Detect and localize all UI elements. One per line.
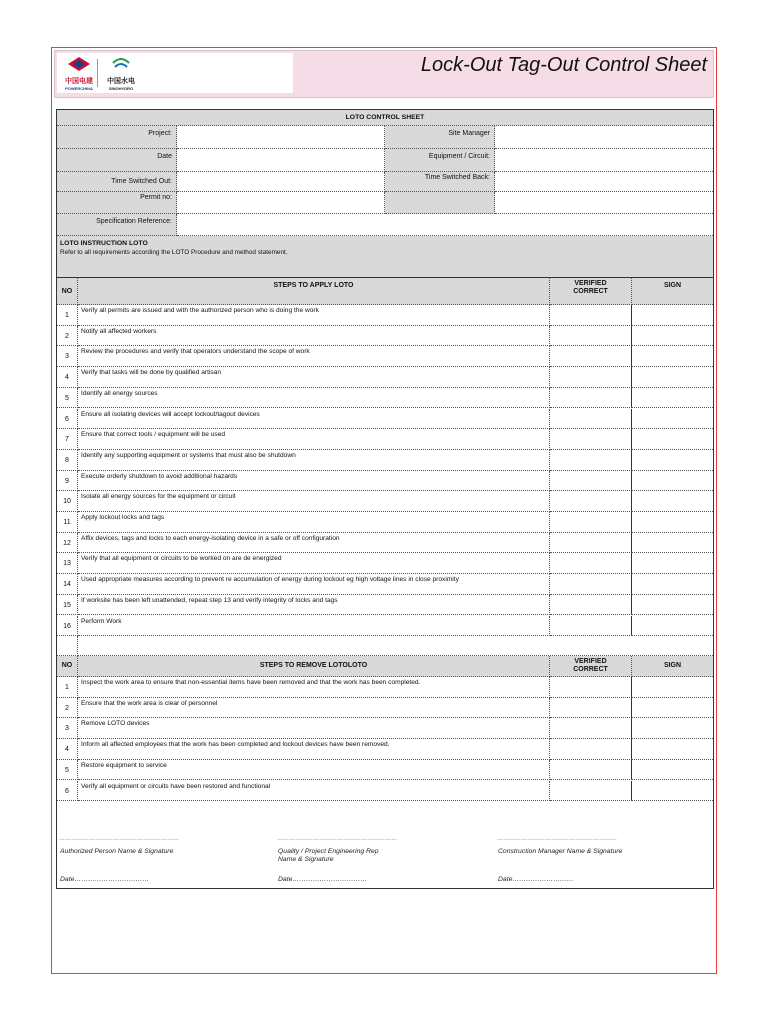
apply-verified-cell[interactable] (550, 533, 632, 554)
apply-step-number: 6 (57, 409, 78, 430)
logo2-english: SINOHYDRO (108, 86, 134, 91)
remove-step-number: 4 (57, 739, 78, 760)
apply-verified-cell[interactable] (550, 616, 632, 637)
remove-step-text: Inform all affected employees that the work has been completed and lockout devices have been removed. (78, 739, 550, 760)
remove-step-number: 6 (57, 781, 78, 802)
apply-sign-cell[interactable] (632, 595, 713, 616)
remove-step-number: 3 (57, 718, 78, 739)
apply-verified-cell[interactable] (550, 326, 632, 347)
powerchina-logo (65, 57, 93, 91)
permit-field[interactable] (177, 192, 385, 214)
quality-dotted-line: …………………………………………………… (277, 836, 397, 842)
spec-field[interactable] (177, 214, 713, 236)
remove-step-number: 2 (57, 698, 78, 719)
remove-step-number: 1 (57, 677, 78, 698)
quality-signature-label-1: Quality / Project Engineering Rep (278, 848, 379, 855)
apply-sign-cell[interactable] (632, 491, 713, 512)
apply-verified-cell[interactable] (550, 471, 632, 492)
equipment-label: Equipment / Circuit: (385, 149, 495, 172)
apply-step-text: Identify any supporting equipment or systems that must also be shutdown (78, 450, 550, 471)
apply-step-text: Notify all affected workers (78, 326, 550, 347)
apply-step-number: 15 (57, 595, 78, 616)
apply-step-number: 2 (57, 326, 78, 347)
apply-verified-cell[interactable] (550, 491, 632, 512)
apply-verified-cell[interactable] (550, 574, 632, 595)
apply-step-number: 10 (57, 491, 78, 512)
remove-sign-cell[interactable] (632, 739, 713, 760)
apply-verified-cell[interactable] (550, 346, 632, 367)
apply-step-text: Verify that tasks will be done by qualified artisan (78, 367, 550, 388)
remove-sign-cell[interactable] (632, 677, 713, 698)
apply-sign-cell[interactable] (632, 346, 713, 367)
apply-sign-cell[interactable] (632, 512, 713, 533)
apply-steps-header: STEPS TO APPLY LOTO (78, 278, 550, 305)
apply-step-number: 8 (57, 450, 78, 471)
remove-verified-cell[interactable] (550, 781, 632, 802)
remove-step-number: 5 (57, 760, 78, 781)
apply-step-text: Perform Work (78, 616, 550, 637)
apply-step-text: Verify all permits are issued and with the authorized person who is doing the work (78, 305, 550, 326)
apply-step-text: Affix devices, tags and locks to each energy-isolating device in a safe or off configuration (78, 533, 550, 554)
remove-step-text: Restore equipment to service (78, 760, 550, 781)
construction-dotted-line: …………………………………………………… (497, 836, 617, 842)
apply-step-number: 5 (57, 388, 78, 409)
apply-sign-cell[interactable] (632, 305, 713, 326)
apply-step-text: Ensure all isolating devices will accept lockout/tagout devices (78, 409, 550, 430)
apply-spacer (78, 636, 713, 656)
time-out-label: Time Switched Out: (57, 172, 177, 192)
apply-sign-cell[interactable] (632, 533, 713, 554)
site-manager-label: Site Manager (385, 126, 495, 149)
remove-sign-header: SIGN (632, 656, 713, 677)
remove-verified-cell[interactable] (550, 760, 632, 781)
apply-verified-cell[interactable] (550, 429, 632, 450)
apply-step-number: 4 (57, 367, 78, 388)
control-sheet-title: LOTO CONTROL SHEET (57, 110, 713, 126)
apply-verified-cell[interactable] (550, 450, 632, 471)
apply-step-text: Ensure that correct tools / equipment will be used (78, 429, 550, 450)
apply-sign-header: SIGN (632, 278, 713, 305)
apply-step-number: 12 (57, 533, 78, 554)
apply-verified-header: VERIFIED CORRECT (550, 278, 632, 305)
date-field[interactable] (177, 149, 385, 172)
apply-verified-cell[interactable] (550, 553, 632, 574)
apply-sign-cell[interactable] (632, 616, 713, 637)
powerchina-emblem-icon (68, 57, 90, 71)
authorized-signature-label: Authorized Person Name & Signature (60, 848, 174, 855)
remove-sign-cell[interactable] (632, 781, 713, 802)
logo-area (57, 53, 293, 93)
apply-step-number: 1 (57, 305, 78, 326)
apply-step-number: 14 (57, 574, 78, 595)
project-label: Project: (57, 126, 177, 149)
apply-step-number: 13 (57, 553, 78, 574)
apply-step-text: Review the procedures and verify that operators understand the scope of work (78, 346, 550, 367)
remove-verified-cell[interactable] (550, 698, 632, 719)
apply-step-text: If worksite has been left unattended, repeat step 13 and verify integrity of locks and tags (78, 595, 550, 616)
apply-verified-cell[interactable] (550, 367, 632, 388)
apply-verified-cell[interactable] (550, 595, 632, 616)
apply-no-header: NO (57, 278, 78, 305)
apply-sign-cell[interactable] (632, 367, 713, 388)
apply-step-number: 3 (57, 346, 78, 367)
remove-step-text: Remove LOTO devices (78, 718, 550, 739)
remove-sign-cell[interactable] (632, 698, 713, 719)
logo2-chinese: 中国水电 (107, 78, 135, 85)
time-back-label: Time Switched Back: (385, 172, 495, 192)
apply-step-number: 7 (57, 429, 78, 450)
instruction-title: LOTO INSTRUCTION LOTO (60, 240, 148, 247)
logo1-english: POWERCHINA (65, 86, 93, 91)
apply-step-text: Isolate all energy sources for the equipment or circuit (78, 491, 550, 512)
remove-sign-cell[interactable] (632, 718, 713, 739)
remove-step-text: Verify all equipment or circuits have been restored and functional (78, 781, 550, 802)
apply-sign-cell[interactable] (632, 450, 713, 471)
authorized-dotted-line: …………………………………………………… (59, 836, 179, 842)
apply-step-number: 11 (57, 512, 78, 533)
date-label: Date (57, 149, 177, 172)
instruction-block (57, 236, 713, 278)
remove-verified-header: VERIFIED CORRECT (550, 656, 632, 677)
apply-verified-cell[interactable] (550, 305, 632, 326)
document-title: Lock-Out Tag-Out Control Sheet (420, 54, 707, 76)
quality-signature-label-2: Name & Signature (278, 856, 334, 863)
apply-step-text: Used appropriate measures according to prevent re accumulation of energy during lockout eg high voltage lines in close proximity (78, 574, 550, 595)
apply-sign-cell[interactable] (632, 388, 713, 409)
remove-verified-cell[interactable] (550, 718, 632, 739)
apply-step-text: Apply lockout locks and tags (78, 512, 550, 533)
apply-sign-cell[interactable] (632, 471, 713, 492)
document-header (54, 50, 714, 98)
apply-sign-cell[interactable] (632, 553, 713, 574)
site-manager-field[interactable] (495, 126, 713, 149)
construction-date-field[interactable]: Date……………………… (498, 876, 574, 883)
quality-date-field[interactable]: Date…………………………… (278, 876, 368, 883)
apply-spacer-no (57, 636, 78, 656)
logo1-chinese: 中国电建 (65, 78, 93, 85)
remove-verified-cell[interactable] (550, 677, 632, 698)
authorized-date-field[interactable]: Date…………………………… (60, 876, 150, 883)
apply-verified-cell[interactable] (550, 512, 632, 533)
apply-step-text: Verify that all equipment or circuits to be worked on are de energized (78, 553, 550, 574)
permit-extra-field[interactable] (495, 192, 713, 214)
apply-sign-cell[interactable] (632, 574, 713, 595)
remove-no-header: NO (57, 656, 78, 677)
apply-sign-cell[interactable] (632, 326, 713, 347)
time-back-field[interactable] (495, 172, 713, 192)
remove-sign-cell[interactable] (632, 760, 713, 781)
remove-verified-cell[interactable] (550, 739, 632, 760)
apply-sign-cell[interactable] (632, 409, 713, 430)
apply-step-text: Execute orderly shutdown to avoid additional hazards (78, 471, 550, 492)
apply-step-number: 16 (57, 616, 78, 637)
apply-step-number: 9 (57, 471, 78, 492)
remove-step-text: Inspect the work area to ensure that non-essential items have been removed and that the work has been completed. (78, 677, 550, 698)
instruction-text: Refer to all requirements according the LOTO Procedure and method statement. (60, 249, 288, 256)
apply-verified-cell[interactable] (550, 409, 632, 430)
permit-label: Permit no: (57, 192, 177, 214)
construction-signature-label: Construction Manager Name & Signature (498, 848, 623, 855)
spec-label: Specification Reference: (57, 214, 177, 236)
sinohydro-logo (103, 57, 139, 91)
remove-step-text: Ensure that the work area is clear of personnel (78, 698, 550, 719)
equipment-field[interactable] (495, 149, 713, 172)
time-out-field[interactable] (177, 172, 385, 192)
permit-blank (385, 192, 495, 214)
loto-control-form (56, 109, 714, 889)
sinohydro-wave-icon (111, 57, 131, 71)
apply-step-text: Identify all energy sources (78, 388, 550, 409)
project-field[interactable] (177, 126, 385, 149)
logo-divider (97, 59, 98, 87)
remove-steps-header: STEPS TO REMOVE LOTOLOTO (78, 656, 550, 677)
apply-sign-cell[interactable] (632, 429, 713, 450)
apply-verified-cell[interactable] (550, 388, 632, 409)
